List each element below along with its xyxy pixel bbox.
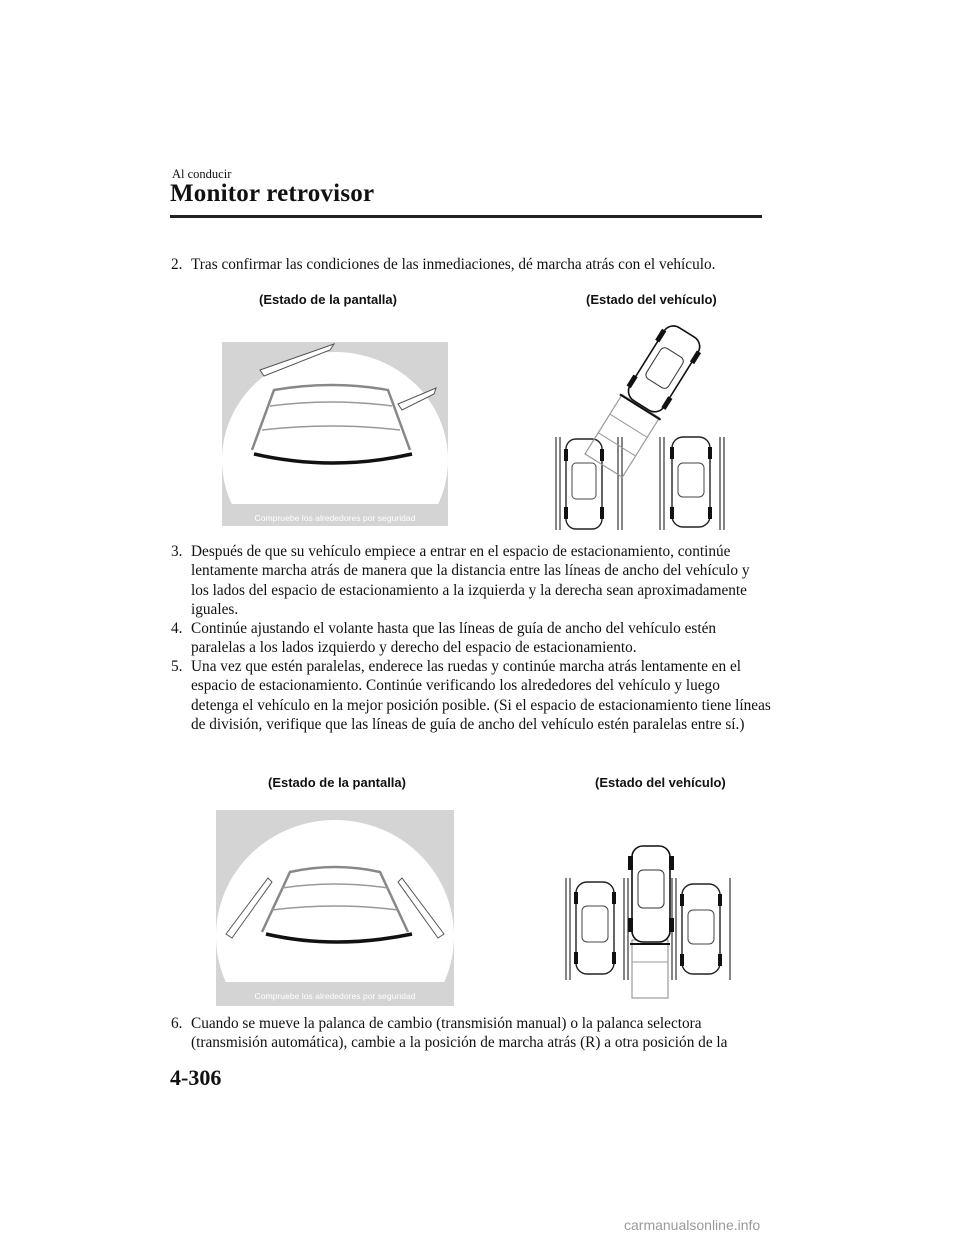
screen-caption: (Estado de la pantalla) — [268, 775, 406, 790]
title-rule — [170, 215, 762, 218]
step-text: Una vez que estén paralelas, enderece las ruedas y continúe marcha atrás lentamente en el espacio de estacionamiento. Continúe verificando los alrededores del vehículo y luego detenga el vehículo en la mejor posición posible. (Si el espacio de estacionamiento tiene líneas de división, verifique que las líneas de guía de ancho del vehículo estén paralelas entre sí.) — [191, 658, 771, 734]
vehicle-caption: (Estado del vehículo) — [595, 775, 726, 790]
camera-screen-illustration — [216, 810, 454, 1006]
step-text: Continúe ajustando el volante hasta que las líneas de guía de ancho del vehículo estén paralelas a los lados izquierdo y derecho del espacio de estacionamiento. — [191, 620, 717, 657]
vehicle-state-illustration — [562, 840, 732, 1000]
page-title: Monitor retrovisor — [170, 180, 375, 207]
step-text: Tras confirmar las condiciones de las inmediaciones, dé marcha atrás con el vehículo. — [191, 256, 716, 273]
step-text: Después de que su vehículo empiece a entrar en el espacio de estacionamiento, continúe lentamente marcha atrás de manera que la distancia entre las líneas de ancho del vehículo y los lados del espacio de estacionamiento a la izquierda y la derecha sean aproximadamente iguales. — [191, 543, 750, 619]
watermark: carmanualsonline.info — [624, 1217, 761, 1233]
step-3 — [171, 542, 771, 620]
screen-caption: (Estado de la pantalla) — [259, 292, 397, 307]
step-2 — [171, 255, 771, 274]
step-number: 2. — [171, 256, 183, 273]
step-4 — [171, 619, 771, 658]
step-5 — [171, 657, 771, 735]
page-number: 4-306 — [170, 1065, 222, 1090]
step-number: 4. — [171, 620, 183, 637]
safety-banner: Compruebe los alrededores por seguridad — [254, 991, 416, 1001]
step-number: 6. — [171, 1015, 183, 1032]
section-label: Al conducir — [172, 167, 232, 181]
camera-screen-illustration — [222, 342, 448, 526]
vehicle-state-illustration — [544, 325, 734, 530]
safety-banner: Compruebe los alrededores por seguridad — [254, 513, 416, 523]
step-number: 5. — [171, 658, 183, 675]
step-6 — [171, 1014, 771, 1053]
step-number: 3. — [171, 543, 183, 560]
step-text: Cuando se mueve la palanca de cambio (transmisión manual) o la palanca selectora (transmisión automática), cambie a la posición de marcha atrás (R) a otra posición de la — [191, 1015, 728, 1052]
vehicle-caption: (Estado del vehículo) — [586, 292, 717, 307]
